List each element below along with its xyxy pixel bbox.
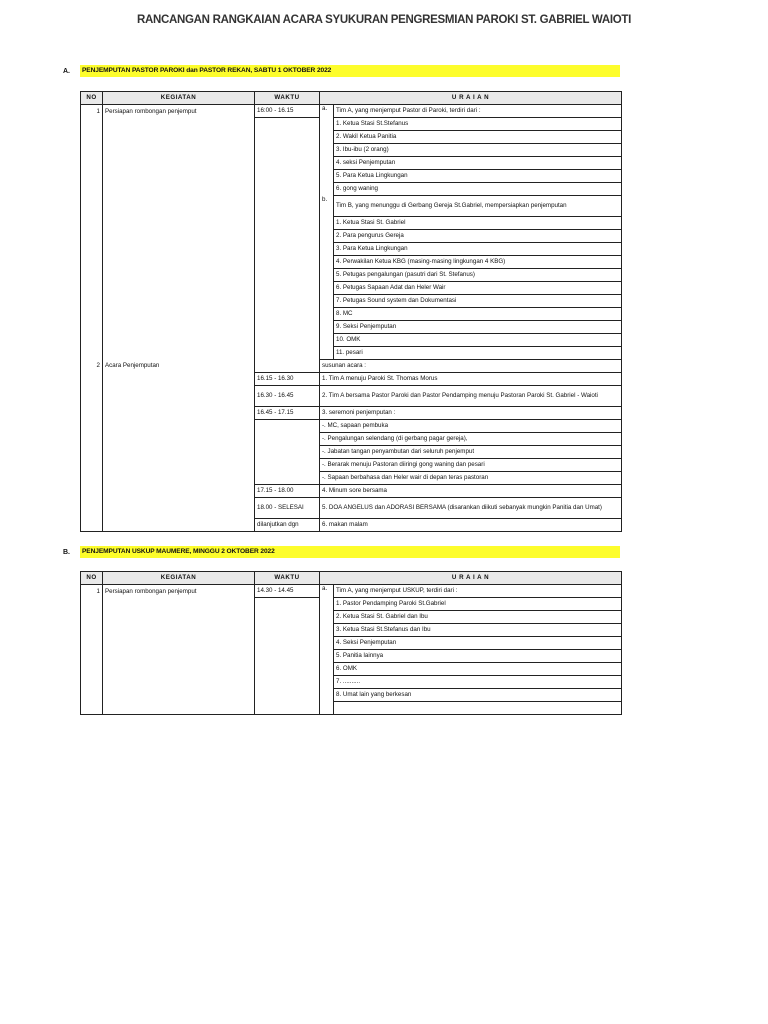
cell-kegiatan <box>103 433 255 446</box>
cell-waktu <box>255 624 320 637</box>
cell-no <box>81 446 103 459</box>
cell-kegiatan <box>103 611 255 624</box>
cell-waktu <box>255 702 320 715</box>
cell-mark: a. <box>320 105 334 118</box>
cell-kegiatan: Acara Penjemputan <box>103 360 255 373</box>
cell-uraian: 4. Perwakilan Ketua KBG (masing-masing lingkungan 4 KBG) <box>334 256 622 269</box>
cell-no <box>81 472 103 485</box>
cell-no <box>81 118 103 131</box>
cell-kegiatan <box>103 230 255 243</box>
cell-uraian: 5. Petugas pengalungan (pasutri dari St. Stefanus) <box>334 269 622 282</box>
cell-uraian: 7. Petugas Sound system dan Dokumentasi <box>334 295 622 308</box>
cell-uraian: 1. Tim A menuju Paroki St. Thomas Morus <box>320 373 622 386</box>
cell-uraian: 3. Ketua Stasi St.Stefanus dan Ibu <box>334 624 622 637</box>
cell-no <box>81 485 103 498</box>
cell-no <box>81 256 103 269</box>
cell-uraian: 1. Ketua Stasi St. Gabriel <box>334 217 622 230</box>
cell-kegiatan <box>103 131 255 144</box>
cell-no <box>81 702 103 715</box>
table-row <box>81 420 622 433</box>
table-row <box>81 217 622 230</box>
table-row <box>81 386 622 407</box>
cell-waktu <box>255 611 320 624</box>
cell-waktu <box>255 650 320 663</box>
cell-waktu: dilanjutkan dgn <box>255 519 320 532</box>
cell-uraian: -. Jabatan tangan penyambutan dari seluruh penjemput <box>320 446 622 459</box>
cell-kegiatan <box>103 407 255 420</box>
cell-waktu <box>255 295 320 308</box>
table-row <box>81 183 622 196</box>
cell-waktu <box>255 269 320 282</box>
cell-uraian: -. Berarak menuju Pastoran diiringi gong waning dan pesari <box>320 459 622 472</box>
cell-waktu: 16:00 - 16.15 <box>255 105 320 118</box>
section-b-table <box>80 571 622 715</box>
cell-mark <box>320 308 334 321</box>
cell-uraian: 6. Petugas Sapaan Adat dan Heler Wair <box>334 282 622 295</box>
table-row <box>81 360 622 373</box>
page-title: RANCANGAN RANGKAIAN ACARA SYUKURAN PENGRESMIAN PAROKI ST. GABRIEL WAIOTI <box>137 14 631 26</box>
cell-uraian: 5. Panitia lainnya <box>334 650 622 663</box>
cell-uraian: 11. pesari <box>334 347 622 360</box>
cell-mark <box>320 157 334 170</box>
cell-no <box>81 157 103 170</box>
cell-no <box>81 498 103 519</box>
table-row <box>81 650 622 663</box>
cell-waktu: 16.15 - 16.30 <box>255 373 320 386</box>
cell-mark <box>320 243 334 256</box>
cell-uraian <box>334 702 622 715</box>
cell-mark <box>320 131 334 144</box>
cell-kegiatan <box>103 498 255 519</box>
header-uraian: U R A I A N <box>320 572 622 585</box>
cell-no <box>81 624 103 637</box>
table-row <box>81 611 622 624</box>
cell-waktu <box>255 459 320 472</box>
cell-uraian: -. MC, sapaan pembuka <box>320 420 622 433</box>
cell-mark <box>320 217 334 230</box>
cell-no <box>81 308 103 321</box>
table-row <box>81 598 622 611</box>
cell-waktu <box>255 360 320 373</box>
cell-waktu <box>255 243 320 256</box>
cell-uraian: 7. .......... <box>334 676 622 689</box>
cell-waktu <box>255 308 320 321</box>
cell-mark <box>320 637 334 650</box>
table-row <box>81 105 622 118</box>
cell-kegiatan <box>103 170 255 183</box>
table-header-row <box>81 572 622 585</box>
section-b-letter: B. <box>63 549 70 556</box>
cell-kegiatan <box>103 676 255 689</box>
cell-no: 1 <box>81 585 103 598</box>
cell-kegiatan <box>103 157 255 170</box>
table-row <box>81 663 622 676</box>
cell-kegiatan <box>103 459 255 472</box>
cell-kegiatan <box>103 256 255 269</box>
cell-no <box>81 243 103 256</box>
table-row <box>81 585 622 598</box>
table-row <box>81 295 622 308</box>
cell-no: 1 <box>81 105 103 118</box>
cell-waktu <box>255 433 320 446</box>
cell-uraian: 4. seksi Penjemputan <box>334 157 622 170</box>
cell-waktu <box>255 230 320 243</box>
cell-uraian: 3. Para Ketua Lingkungan <box>334 243 622 256</box>
cell-waktu <box>255 689 320 702</box>
cell-kegiatan <box>103 118 255 131</box>
cell-kegiatan <box>103 144 255 157</box>
table-row <box>81 157 622 170</box>
cell-no <box>81 196 103 217</box>
header-waktu: WAKTU <box>255 572 320 585</box>
table-row <box>81 170 622 183</box>
cell-kegiatan <box>103 702 255 715</box>
table-row <box>81 196 622 217</box>
cell-waktu <box>255 321 320 334</box>
cell-kegiatan <box>103 295 255 308</box>
cell-kegiatan <box>103 183 255 196</box>
cell-mark <box>320 663 334 676</box>
cell-waktu <box>255 663 320 676</box>
cell-uraian: susunan acara : <box>320 360 622 373</box>
cell-no <box>81 131 103 144</box>
cell-uraian: 1. Pastor Pendamping Paroki St.Gabriel <box>334 598 622 611</box>
cell-mark <box>320 144 334 157</box>
cell-waktu <box>255 282 320 295</box>
cell-uraian: 1. Ketua Stasi St.Stefanus <box>334 118 622 131</box>
cell-no <box>81 386 103 407</box>
cell-no <box>81 598 103 611</box>
section-a-table <box>80 91 622 532</box>
section-a-heading: PENJEMPUTAN PASTOR PAROKI dan PASTOR REKAN, SABTU 1 OKTOBER 2022 <box>80 65 620 77</box>
cell-uraian: 5. DOA ANGELUS dan ADORASI BERSAMA (disarankan diikuti sebanyak mungkin Panitia dan Umat) <box>320 498 622 519</box>
table-row <box>81 446 622 459</box>
cell-no <box>81 347 103 360</box>
table-row <box>81 637 622 650</box>
table-row <box>81 624 622 637</box>
cell-waktu: 16.30 - 16.45 <box>255 386 320 407</box>
cell-mark <box>320 321 334 334</box>
cell-uraian: 5. Para Ketua Lingkungan <box>334 170 622 183</box>
cell-mark <box>320 269 334 282</box>
cell-mark <box>320 650 334 663</box>
cell-kegiatan <box>103 243 255 256</box>
cell-kegiatan <box>103 598 255 611</box>
cell-mark <box>320 170 334 183</box>
cell-no <box>81 676 103 689</box>
header-no: NO <box>81 92 103 105</box>
cell-no <box>81 459 103 472</box>
cell-no: 2 <box>81 360 103 373</box>
table-row <box>81 269 622 282</box>
cell-mark <box>320 689 334 702</box>
cell-mark <box>320 183 334 196</box>
cell-mark <box>320 598 334 611</box>
cell-mark <box>320 256 334 269</box>
table-row <box>81 334 622 347</box>
cell-kegiatan <box>103 663 255 676</box>
table-row <box>81 243 622 256</box>
table-row <box>81 472 622 485</box>
section-a-letter: A. <box>63 68 70 75</box>
table-row <box>81 519 622 532</box>
table-row <box>81 256 622 269</box>
cell-no <box>81 611 103 624</box>
cell-mark <box>320 624 334 637</box>
cell-no <box>81 420 103 433</box>
cell-waktu <box>255 170 320 183</box>
table-row <box>81 498 622 519</box>
cell-uraian: Tim A, yang menjemput Pastor di Paroki, terdiri dari : <box>334 105 622 118</box>
cell-waktu <box>255 131 320 144</box>
cell-uraian: 8. MC <box>334 308 622 321</box>
cell-waktu <box>255 446 320 459</box>
table-row <box>81 144 622 157</box>
cell-waktu <box>255 118 320 131</box>
cell-kegiatan <box>103 624 255 637</box>
cell-kegiatan: Persiapan rombongan penjemput <box>103 585 255 598</box>
cell-kegiatan <box>103 446 255 459</box>
cell-no <box>81 230 103 243</box>
cell-no <box>81 373 103 386</box>
table-row <box>81 282 622 295</box>
header-waktu: WAKTU <box>255 92 320 105</box>
table-row <box>81 308 622 321</box>
cell-no <box>81 183 103 196</box>
cell-mark <box>320 282 334 295</box>
cell-kegiatan <box>103 347 255 360</box>
cell-uraian: 2. Ketua Stasi St. Gabriel dan Ibu <box>334 611 622 624</box>
table-row <box>81 131 622 144</box>
section-b-heading: PENJEMPUTAN USKUP MAUMERE, MINGGU 2 OKTOBER 2022 <box>80 546 620 558</box>
cell-kegiatan <box>103 308 255 321</box>
table-row <box>81 676 622 689</box>
cell-no <box>81 295 103 308</box>
cell-waktu <box>255 472 320 485</box>
header-kegiatan: KEGIATAN <box>103 92 255 105</box>
cell-no <box>81 519 103 532</box>
cell-kegiatan <box>103 689 255 702</box>
cell-waktu: 17.15 - 18.00 <box>255 485 320 498</box>
cell-mark <box>320 611 334 624</box>
cell-no <box>81 144 103 157</box>
cell-uraian: 2. Tim A bersama Pastor Paroki dan Pastor Pendamping menuju Pastoran Paroki St. Gabriel - Waioti <box>320 386 622 407</box>
cell-mark <box>320 334 334 347</box>
cell-mark <box>320 676 334 689</box>
header-no: NO <box>81 572 103 585</box>
cell-mark <box>320 118 334 131</box>
cell-kegiatan <box>103 373 255 386</box>
header-uraian: U R A I A N <box>320 92 622 105</box>
cell-waktu <box>255 334 320 347</box>
cell-uraian: 3. seremoni penjemputan : <box>320 407 622 420</box>
table-row <box>81 118 622 131</box>
table-row <box>81 230 622 243</box>
cell-waktu <box>255 217 320 230</box>
cell-uraian: Tim B, yang menunggu di Gerbang Gereja St.Gabriel, mempersiapkan penjemputan <box>334 196 622 217</box>
cell-waktu <box>255 347 320 360</box>
cell-no <box>81 282 103 295</box>
table-row <box>81 485 622 498</box>
cell-no <box>81 663 103 676</box>
cell-waktu <box>255 420 320 433</box>
cell-uraian: 6. gong waning <box>334 183 622 196</box>
table-row <box>81 321 622 334</box>
cell-kegiatan: Persiapan rombongan penjemput <box>103 105 255 118</box>
cell-uraian: Tim A, yang menjemput USKUP, terdiri dari : <box>334 585 622 598</box>
cell-no <box>81 650 103 663</box>
cell-kegiatan <box>103 650 255 663</box>
cell-waktu <box>255 637 320 650</box>
cell-kegiatan <box>103 485 255 498</box>
cell-no <box>81 269 103 282</box>
table-row <box>81 407 622 420</box>
cell-kegiatan <box>103 196 255 217</box>
cell-mark <box>320 295 334 308</box>
table-header-row <box>81 92 622 105</box>
cell-uraian: 2. Wakil Ketua Panitia <box>334 131 622 144</box>
cell-no <box>81 637 103 650</box>
table-row <box>81 459 622 472</box>
cell-no <box>81 433 103 446</box>
cell-kegiatan <box>103 472 255 485</box>
cell-kegiatan <box>103 637 255 650</box>
cell-no <box>81 334 103 347</box>
cell-mark <box>320 230 334 243</box>
cell-kegiatan <box>103 386 255 407</box>
cell-waktu <box>255 157 320 170</box>
cell-waktu <box>255 256 320 269</box>
cell-waktu <box>255 598 320 611</box>
cell-uraian: -. Pengalungan selendang (di gerbang pagar gereja), <box>320 433 622 446</box>
cell-no <box>81 689 103 702</box>
table-row <box>81 347 622 360</box>
table-row <box>81 689 622 702</box>
cell-waktu: 16.45 - 17.15 <box>255 407 320 420</box>
cell-uraian: 4. Minum sore bersama <box>320 485 622 498</box>
cell-kegiatan <box>103 334 255 347</box>
cell-kegiatan <box>103 420 255 433</box>
cell-waktu <box>255 676 320 689</box>
table-row <box>81 702 622 715</box>
cell-waktu <box>255 144 320 157</box>
cell-uraian: 3. Ibu-ibu (2 orang) <box>334 144 622 157</box>
cell-no <box>81 217 103 230</box>
cell-uraian: 8. Umat lain yang berkesan <box>334 689 622 702</box>
cell-uraian: -. Sapaan berbahasa dan Heler wair di depan teras pastoran <box>320 472 622 485</box>
cell-uraian: 2. Para pengurus Gereja <box>334 230 622 243</box>
cell-mark: a. <box>320 585 334 598</box>
cell-uraian: 4. Seksi Penjemputan <box>334 637 622 650</box>
cell-no <box>81 407 103 420</box>
cell-no <box>81 170 103 183</box>
cell-uraian: 6. makan malam <box>320 519 622 532</box>
table-row <box>81 433 622 446</box>
cell-waktu: 18.00 - SELESAI <box>255 498 320 519</box>
cell-kegiatan <box>103 269 255 282</box>
cell-uraian: 9. Seksi Penjemputan <box>334 321 622 334</box>
cell-mark <box>320 347 334 360</box>
cell-kegiatan <box>103 217 255 230</box>
table-row <box>81 373 622 386</box>
cell-uraian: 10. OMK <box>334 334 622 347</box>
cell-uraian: 6. OMK <box>334 663 622 676</box>
cell-kegiatan <box>103 282 255 295</box>
cell-mark: b. <box>320 196 334 217</box>
cell-mark <box>320 702 334 715</box>
cell-kegiatan <box>103 321 255 334</box>
cell-no <box>81 321 103 334</box>
cell-waktu <box>255 196 320 217</box>
cell-waktu <box>255 183 320 196</box>
cell-waktu: 14.30 - 14.45 <box>255 585 320 598</box>
cell-kegiatan <box>103 519 255 532</box>
header-kegiatan: KEGIATAN <box>103 572 255 585</box>
